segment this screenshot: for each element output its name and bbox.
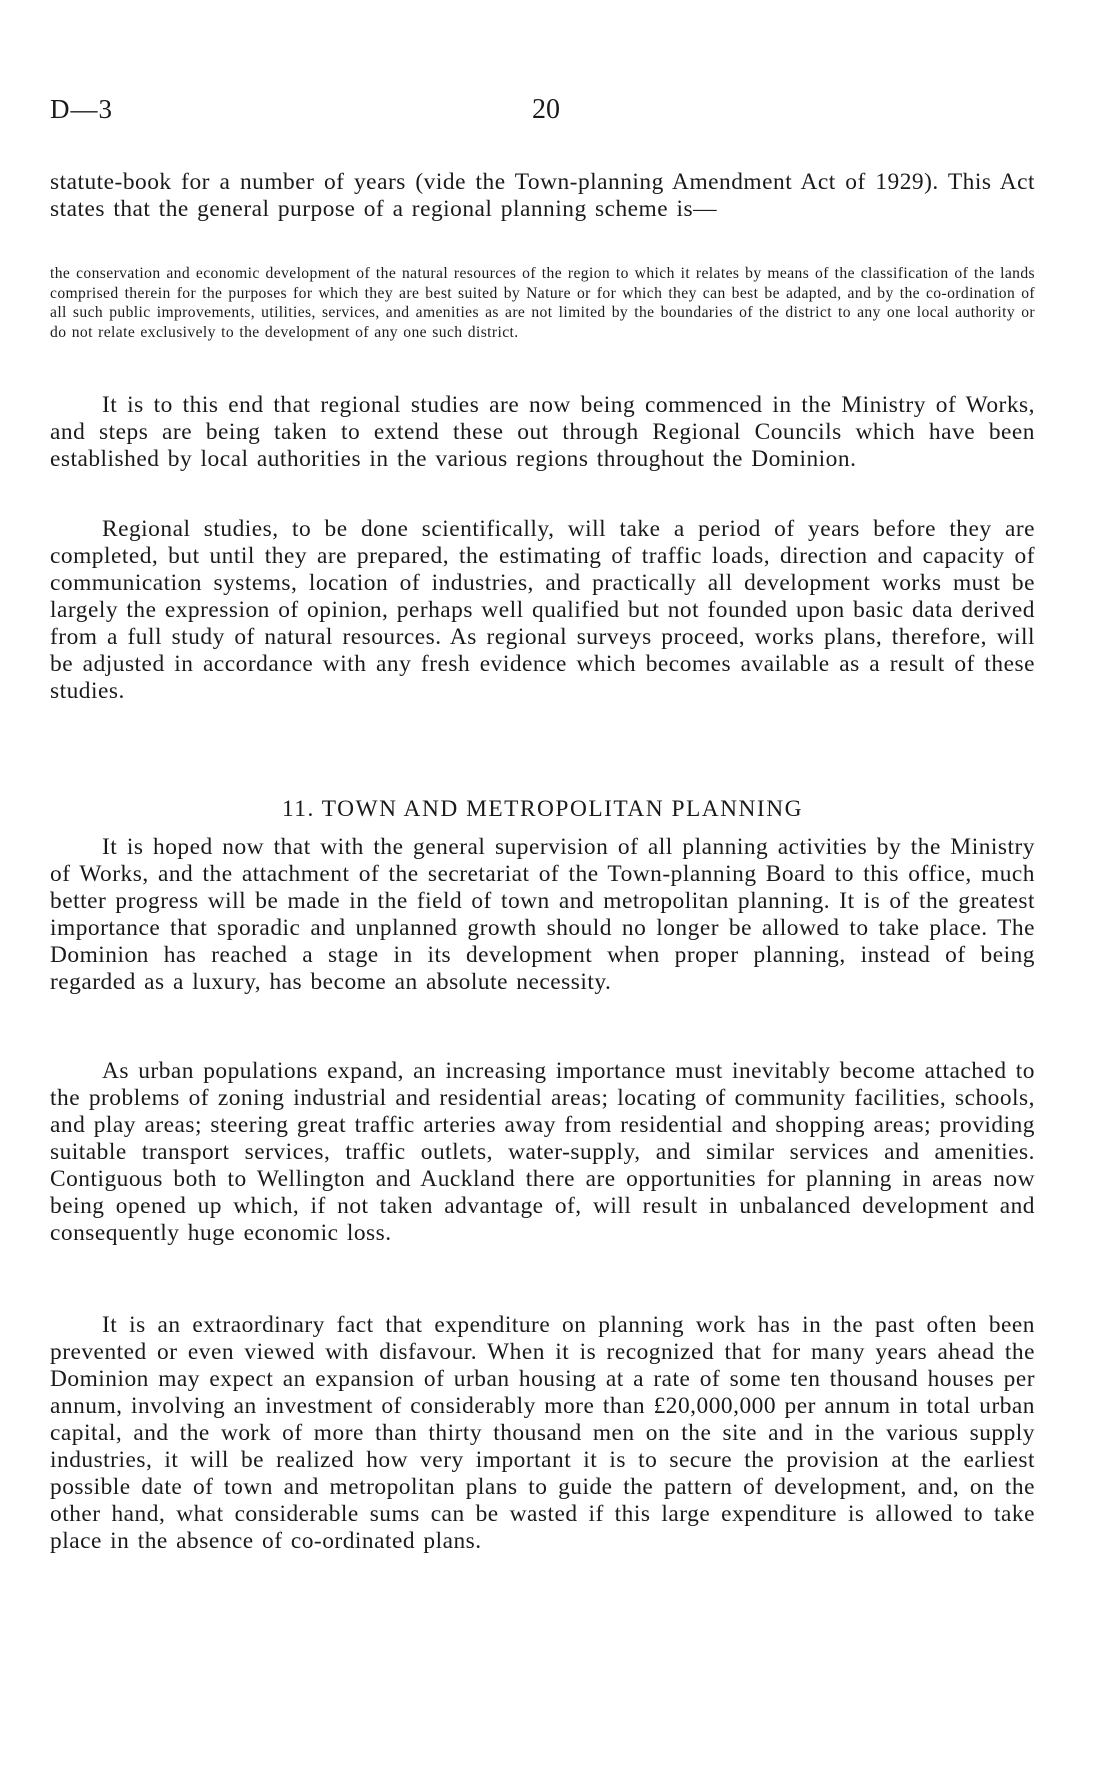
paragraph-regional-studies-period: Regional studies, to be done scientifically, will take a period of years before they are completed, but until they are prepared, the estimating of traffic loads, direction and capacity of communication systems, location of industries, and practically all development works must be largely the expression of opinion, perhaps well qualified but not founded upon basic data derived from a full study of natural resources. As regional surveys proceed, works plans, therefore, will be adjusted in accordance with any fresh evidence which becomes available as a result of these studies. — [50, 516, 1035, 704]
lead-paragraph: statute-book for a number of years (vide the Town-planning Amendment Act of 1929). This Act states that the general purpose of a regional planning scheme is— — [50, 169, 1035, 222]
quoted-definition: the conservation and economic development of the natural resources of the region to which it relates by means of the classification of the lands comprised therein for the purposes for which they are best suited by Nature or for which they can best be adapted, and by the co-ordination of all such public improvements, utilities, services, and amenities as are not limited by the boundaries of the district to any one local authority or do not relate exclusively to the development of any one such district. — [50, 265, 1035, 341]
paragraph-urban-populations: As urban populations expand, an increasing importance must inevitably become attached to the problems of zoning industrial and residential areas; locating of community facilities, schools, and play areas; steering great traffic arteries away from residential and shopping areas; providing suitable transport services, traffic outlets, water-supply, and similar services and amenities. Contiguous both to Wellington and Auckland there are opportunities for planning in areas now being opened up which, if not taken advantage of, will result in unbalanced development and consequently huge economic loss. — [50, 1058, 1035, 1246]
paragraph-planning-supervision: It is hoped now that with the general supervision of all planning activities by the Ministry of Works, and the attachment of the secretariat of the Town-planning Board to this office, much better progress will be made in the field of town and metropolitan planning. It is of the greatest importance that sporadic and unplanned growth should no longer be allowed to take place. The Dominion has reached a stage in its development when proper planning, instead of being regarded as a luxury, has become an absolute necessity. — [50, 834, 1035, 995]
paragraph-planning-expenditure: It is an extraordinary fact that expenditure on planning work has in the past often been prevented or even viewed with disfavour. When it is recognized that for many years ahead the Dominion may expect an expansion of urban housing at a rate of some ten thousand houses per annum, involving an investment of considerably more than £20,000,000 per annum in total urban capital, and the work of more than thirty thousand men on the site and in the various supply industries, it will be realized how very important it is to secure the provision at the earliest possible date of town and metropolitan plans to guide the pattern of development, and, on the other hand, what considerable sums can be wasted if this large expenditure is allowed to take place in the absence of co-ordinated plans. — [50, 1312, 1035, 1554]
section-heading: 11. TOWN AND METROPOLITAN PLANNING — [281, 796, 804, 822]
document-reference: D—3 — [50, 94, 113, 124]
page-header — [50, 94, 1040, 134]
paragraph-regional-studies-commenced: It is to this end that regional studies are now being commenced in the Ministry of Works, and steps are being taken to extend these out through Regional Councils which have been established by local authorities in the various regions throughout the Dominion. — [50, 392, 1035, 472]
page-number: 20 — [532, 94, 560, 125]
